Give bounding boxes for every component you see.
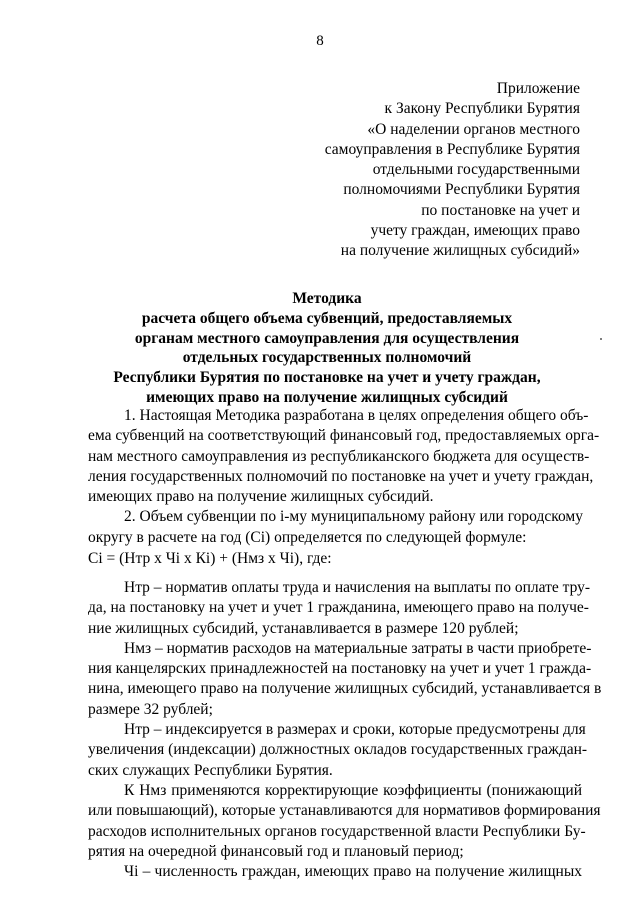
paragraph-line: да, на постановку на учет и учет 1 гражданина, имеющего право на получе- — [88, 599, 589, 617]
paragraph-line: Нтр – норматив оплаты труда и начисления на выплаты по оплате тру- — [124, 579, 591, 596]
paragraph-line: Нмз – норматив расходов на материальные затраты в части приобрете- — [124, 639, 592, 657]
scan-speck — [600, 338, 602, 340]
appendix-line: Приложение — [496, 80, 580, 97]
title-line: Методика — [292, 290, 362, 307]
title-line: Республики Бурятия по постановке на учет и учету граждан, — [113, 369, 541, 387]
appendix-line: по постановке на учет и — [421, 201, 580, 219]
appendix-line: самоуправления в Республике Бурятия — [324, 140, 580, 158]
paragraph-line: ние жилищных субсидий, устанавливается в размере 120 рублей; — [88, 619, 519, 637]
paragraph-line: нина, имеющего право на получение жилищных субсидий, устанавливается в — [88, 680, 602, 698]
paragraph-line: рятия на очередной финансовый год и плановый период; — [88, 842, 464, 860]
appendix-line: «О наделении органов местного — [367, 120, 580, 138]
appendix-line: учету граждан, имеющих право — [370, 222, 580, 240]
paragraph-line: или повышающий), которые устанавливаются для нормативов формирования — [88, 802, 601, 820]
title-line: органам местного самоуправления для осуществления — [134, 329, 520, 347]
appendix-line: на получение жилищных субсидий» — [340, 242, 580, 260]
paragraph-line: расходов исполнительных органов государственной власти Республики Бу- — [88, 822, 586, 840]
title-line: расчета общего объема субвенций, предоставляемых — [141, 309, 513, 327]
section-2-definitions — [88, 578, 602, 882]
document-title — [60, 289, 594, 408]
paragraph-line: ления государственных полномочий по постановке на учет и учету граждан, — [88, 467, 594, 485]
paragraph-line: К Нмз применяются корректирующие коэффициенты (понижающий — [124, 781, 582, 799]
page-number: 8 — [316, 33, 324, 49]
paragraph-line: увеличения (индексации) должностных окладов государственных граждан- — [88, 741, 588, 759]
paragraph-line: имеющих право на получение жилищных субсидий. — [88, 488, 434, 506]
paragraph-line: нам местного самоуправления из республиканского бюджета для осуществ- — [88, 447, 590, 465]
paragraph-line: ема субвенций на соответствующий финансовый год, предоставляемых орга- — [88, 427, 600, 445]
appendix-line: отдельными государственными — [372, 161, 580, 179]
section-1-paragraphs — [88, 406, 600, 548]
paragraph-line: Нтр – индексируется в размерах и сроки, которые предусмотрены для — [124, 721, 586, 739]
title-line: отдельных государственных полномочий — [182, 349, 472, 367]
paragraph-line: округу в расчете на год (Сi) определяется по следующей формуле: — [88, 528, 527, 546]
appendix-header — [240, 79, 580, 262]
appendix-line: к Закону Республики Бурятия — [384, 100, 580, 118]
paragraph-line: 2. Объем субвенции по i-му муниципальному району или городскому — [124, 508, 583, 526]
paragraph-line: Чi – численность граждан, имеющих право на получение жилищных — [124, 863, 582, 881]
paragraph-line: ских служащих Республики Бурятия. — [88, 761, 333, 779]
subvention-formula: Сi = (Нтр х Чi х Кi) + (Нмз х Чi), где: — [88, 550, 332, 567]
paragraph-line: размере 32 рублей; — [88, 700, 213, 718]
paragraph-line: 1. Настоящая Методика разработана в целях определения общего объ- — [124, 407, 589, 424]
paragraph-line: ния канцелярских принадлежностей на постановку на учет и учет 1 гражда- — [88, 660, 592, 678]
appendix-line: полномочиями Республики Бурятия — [343, 181, 580, 199]
title-line: имеющих право на получение жилищных субсидий — [146, 388, 508, 406]
